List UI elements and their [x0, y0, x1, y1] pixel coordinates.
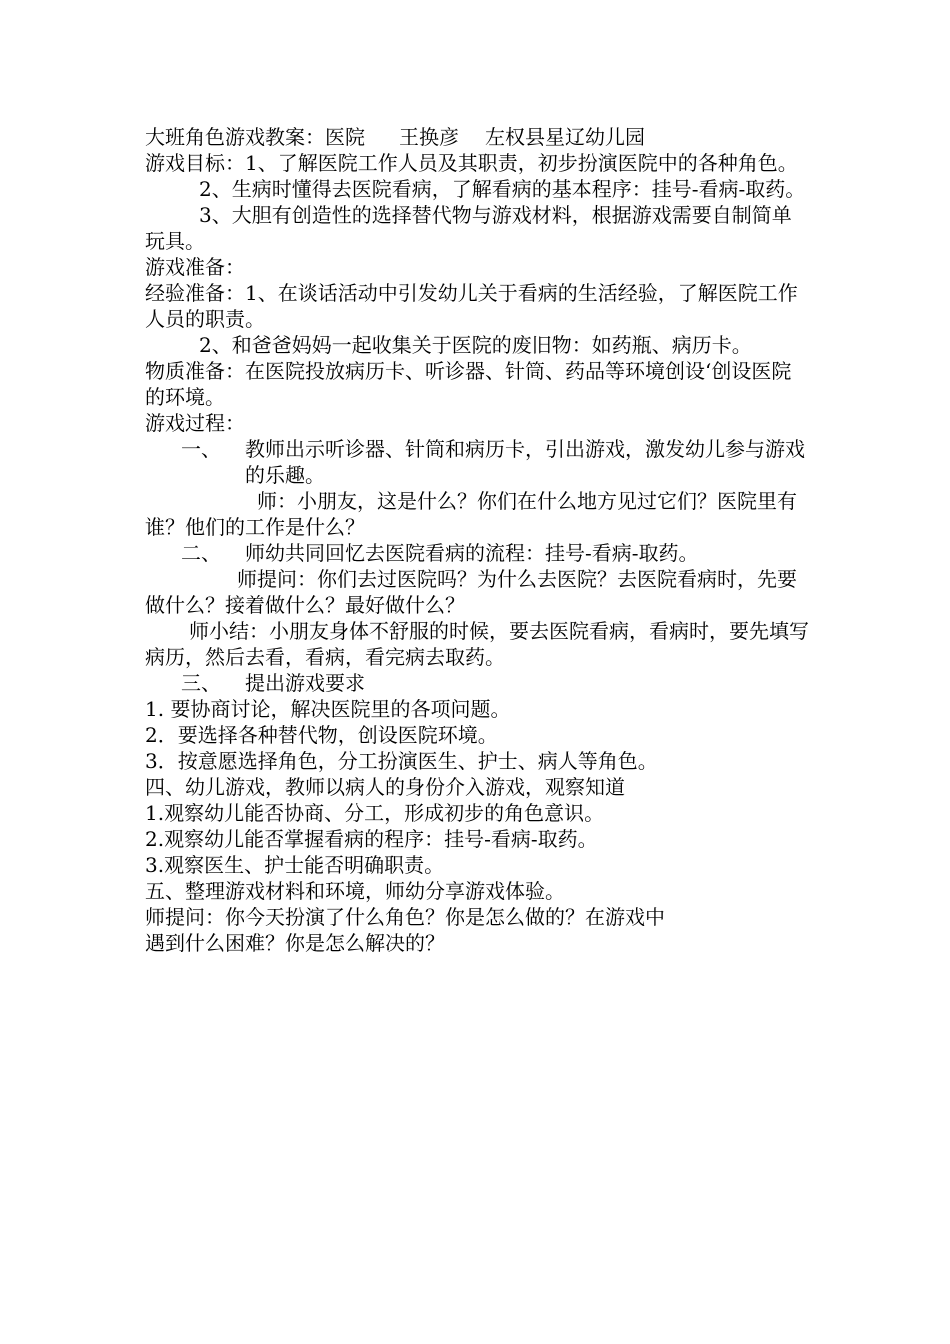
process-heading: 游戏过程： [145, 411, 245, 435]
step-2-question: 师提问：你们去过医院吗？为什么去医院？去医院看病时，先要做什么？接着做什么？最好做什么？ [145, 567, 797, 617]
step-5-question-line-1: 师提问：你今天扮演了什么角色？你是怎么做的？在游戏中 [145, 905, 665, 929]
goal-1: 游戏目标：1、了解医院工作人员及其职责，初步扮演医院中的各种角色。 [145, 151, 798, 175]
step-3-number: 三、 [181, 671, 221, 695]
experience-prep-1: 经验准备：1、在谈话活动中引发幼儿关于看病的生活经验，了解医院工作人员的职责。 [145, 281, 798, 331]
step-4-text: 四、幼儿游戏，教师以病人的身份介入游戏，观察知道 [145, 775, 625, 799]
doc-title: 大班角色游戏教案：医院 [145, 125, 365, 149]
title-line [145, 124, 809, 150]
step-3-item: 1. 要协商讨论，解决医院里的各项问题。 [145, 697, 511, 721]
step-3-text: 提出游戏要求 [245, 671, 365, 695]
step-3-item: 3．按意愿选择角色，分工扮演医生、护士、病人等角色。 [145, 749, 658, 773]
goal-2: 2、生病时懂得去医院看病，了解看病的基本程序：挂号-看病-取药。 [199, 177, 806, 201]
prep-heading: 游戏准备： [145, 255, 245, 279]
step-2-number: 二、 [181, 541, 221, 565]
step-2-summary: 师小结：小朋友身体不舒服的时候，要去医院看病，看病时，要先填写病历，然后去看，看病，看完病去取药。 [145, 619, 809, 669]
step-1-text: 教师出示听诊器、针筒和病历卡，引出游戏，激发幼儿参与游戏的乐趣。 [245, 437, 805, 487]
step-5-text: 五、整理游戏材料和环境，师幼分享游戏体验。 [145, 879, 565, 903]
step-3-item: 2．要选择各种替代物，创设医院环境。 [145, 723, 498, 747]
step-5-question-line-2: 遇到什么困难？你是怎么解决的？ [145, 931, 445, 955]
step-1 [145, 436, 809, 488]
step-1-number: 一、 [181, 437, 221, 461]
doc-school: 左权县星辽幼儿园 [485, 125, 645, 149]
step-4-item: 2.观察幼儿能否掌握看病的程序：挂号-看病-取药。 [145, 827, 598, 851]
step-3 [145, 670, 809, 696]
doc-author: 王换彦 [399, 125, 459, 149]
step-4-item: 1.观察幼儿能否协商、分工，形成初步的角色意识。 [145, 801, 605, 825]
step-2 [145, 540, 809, 566]
experience-prep-2: 2、和爸爸妈妈一起收集关于医院的废旧物：如药瓶、病历卡。 [199, 333, 752, 357]
goal-3: 3、大胆有创造性的选择替代物与游戏材料，根据游戏需要自制简单玩具。 [145, 203, 792, 253]
document-body [145, 124, 809, 956]
material-prep: 物质准备：在医院投放病历卡、听诊器、针筒、药品等环境创设‘创设医院的环境。 [145, 359, 792, 409]
step-4-item: 3.观察医生、护士能否明确职责。 [145, 853, 445, 877]
step-2-text: 师幼共同回忆去医院看病的流程：挂号-看病-取药。 [245, 541, 699, 565]
step-1-question: 师：小朋友，这是什么？你们在什么地方见过它们？医院里有谁？他们的工作是什么？ [145, 489, 797, 539]
